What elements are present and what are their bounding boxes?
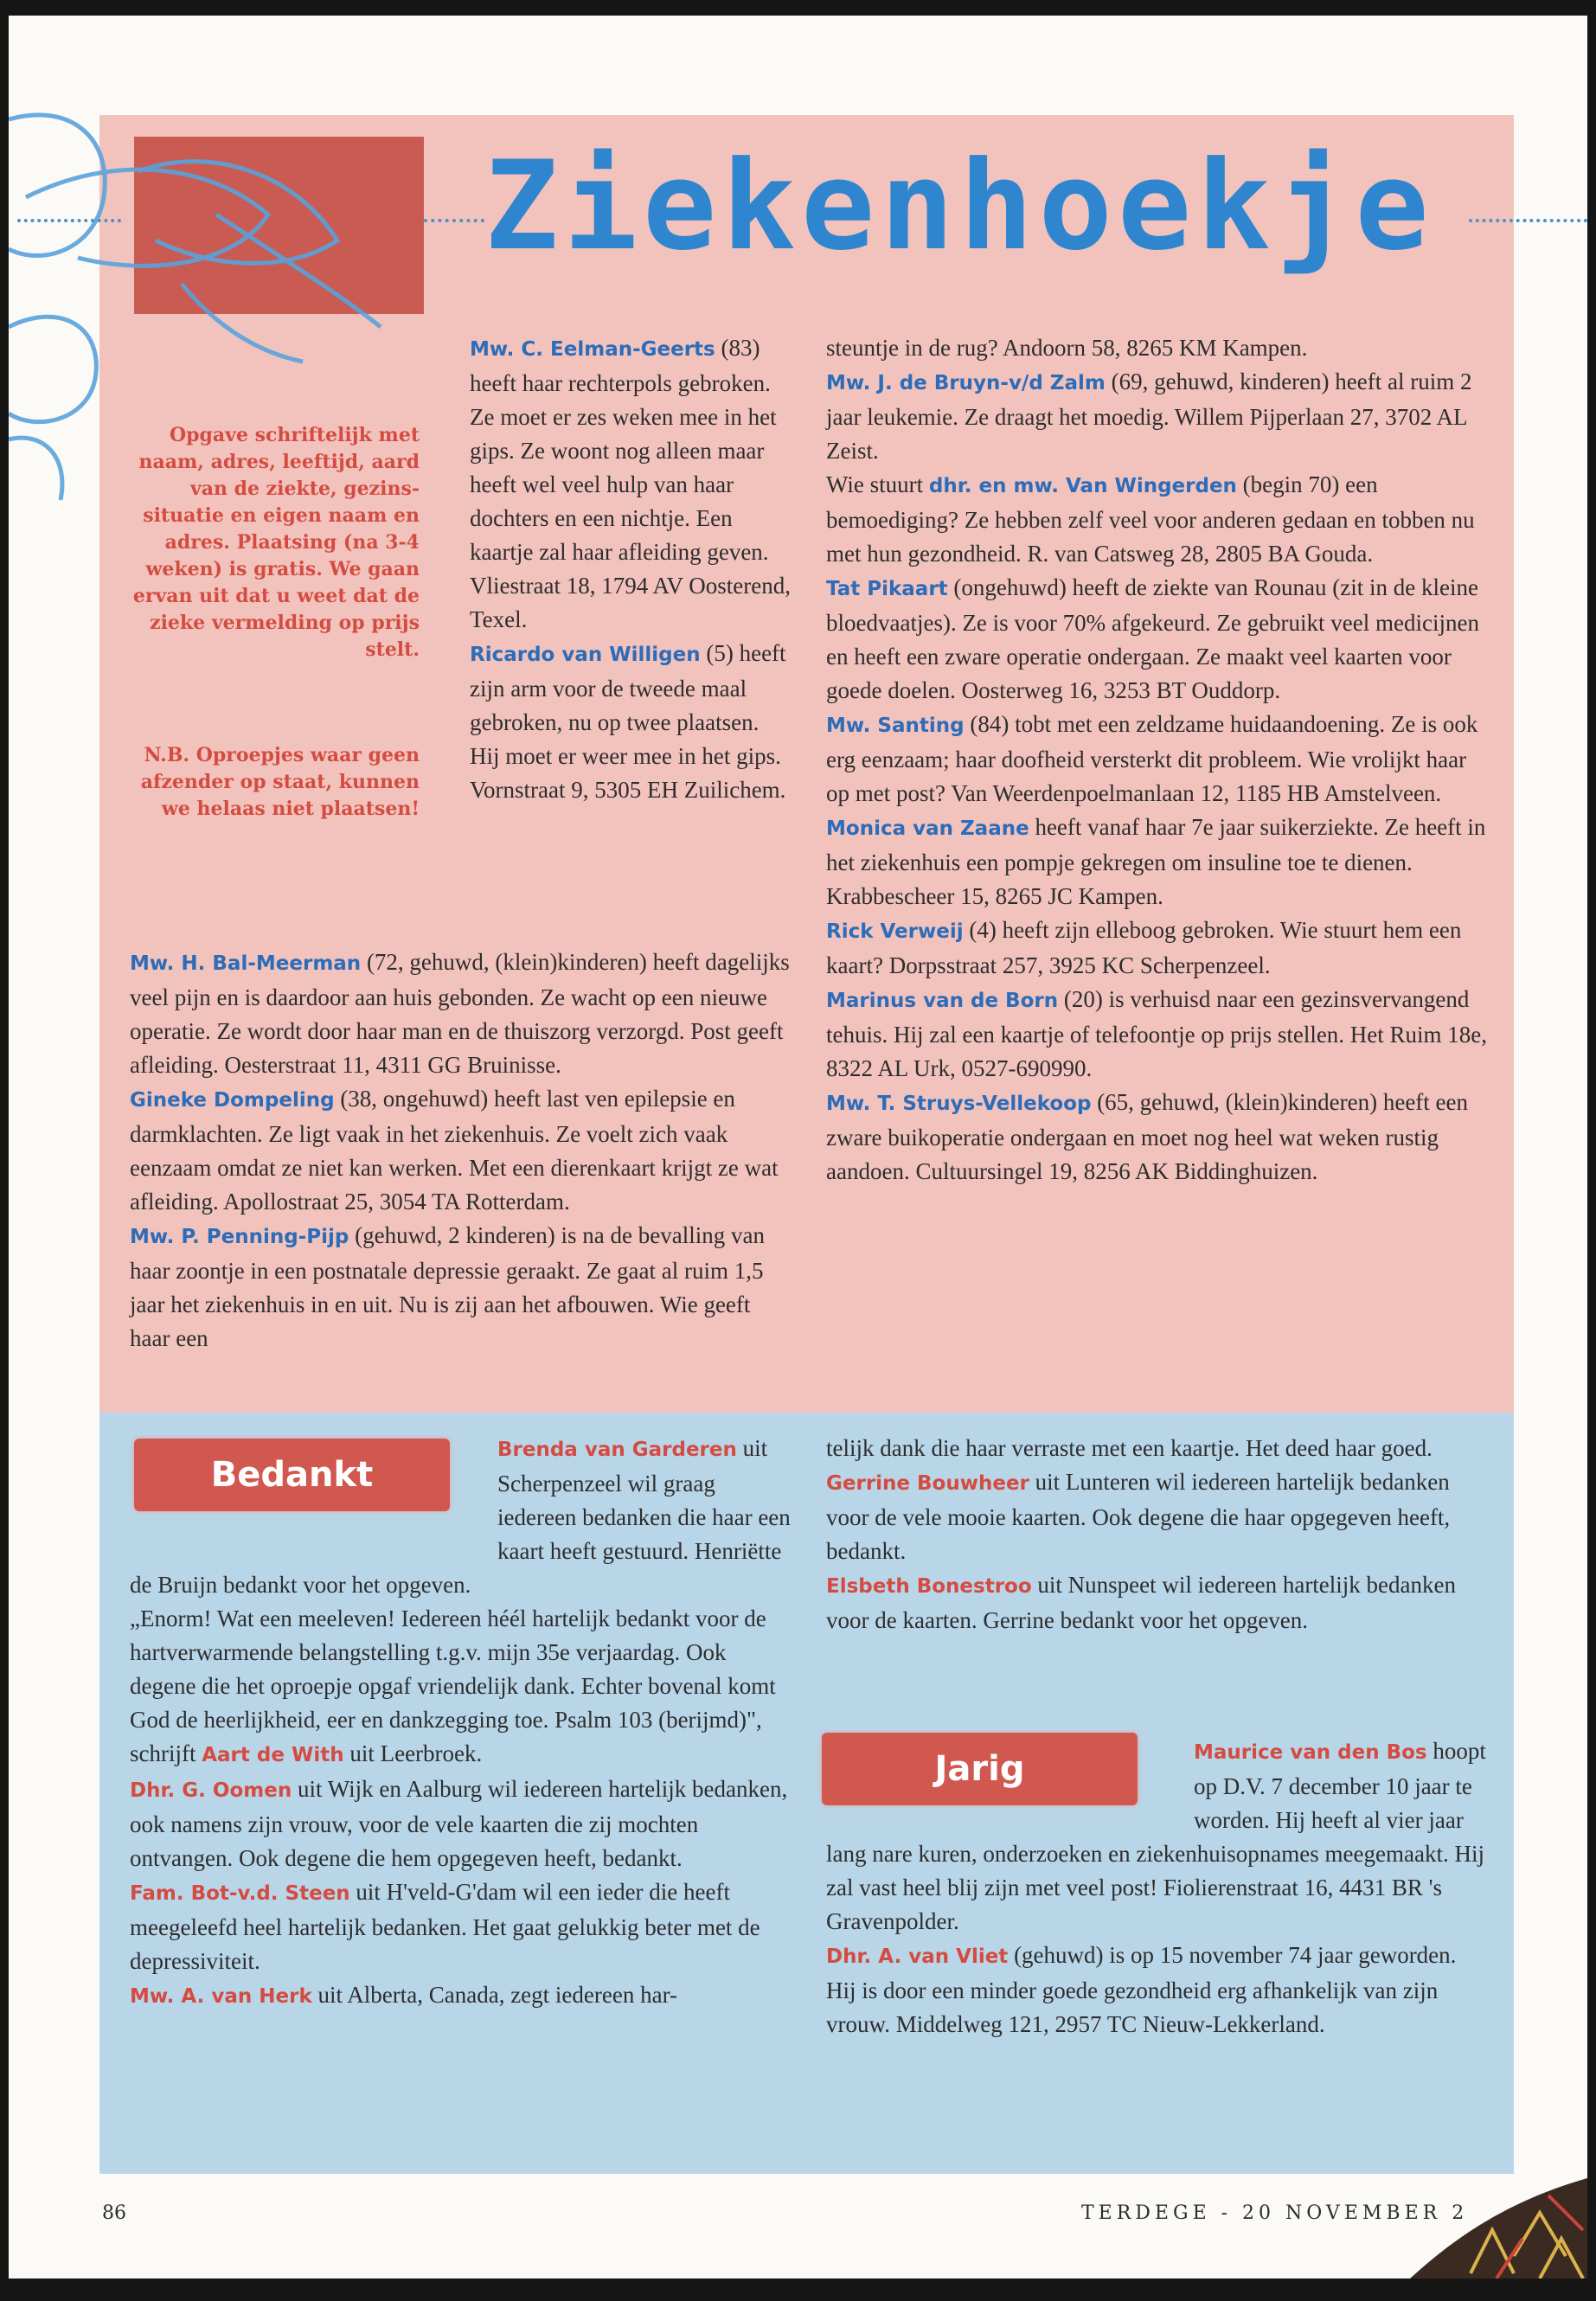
jarig-heading: Jarig bbox=[822, 1733, 1138, 1805]
sick-text: (84) tobt met een zeldzame huidaandoening. Ze is ook erg eenzaam; haar doofheid versterkt dit probleem. Wie vrolijkt haar op met post? Van Weerdenpoelmanlaan 12, 1185 HB Amstelveen. bbox=[826, 711, 1478, 806]
sick-entry bbox=[826, 365, 1488, 468]
sick-text: heeft vanaf haar 7e jaar suikerziekte. Ze heeft in het ziekenhuis een pompje gekregen om insuline toe te dienen. Krabbescheer 15, 8265 JC Kampen. bbox=[826, 814, 1486, 909]
title-dotted-rule-mid bbox=[424, 219, 484, 222]
sick-entry bbox=[130, 945, 792, 1082]
sick-name: Tat Pikaart bbox=[826, 578, 948, 600]
sick-entry bbox=[826, 983, 1488, 1086]
sick-text: (ongehuwd) heeft de ziekte van Rounau (zit in de kleine bloedvaatjes). Ze is voor 70% afgekeurd. Ze gebruikt veel medicijnen en heeft een zware operatie ondergaan. Ze maakt veel kaarten voor goede doelen. Oosterweg 16, 3253 BT Ouddorp. bbox=[826, 574, 1479, 703]
submission-instructions: Opgave schriftelijk met naam, adres, leeftijd, aard van de ziekte, gezins-situatie en eigen naam en adres. Plaatsing (na 3-4 weken) is gratis. We gaan ervan uit dat u weet dat de zieke vermelding op prijs stelt. bbox=[132, 424, 420, 661]
bedankt-continuation: telijk dank die haar verraste met een kaartje. Het deed haar goed. bbox=[826, 1435, 1433, 1461]
bedankt-text: uit H'veld-G'dam wil een ieder die heeft meegeleefd heel hartelijk bedanken. Het gaat gelukkig beter met de depressiviteit. bbox=[130, 1879, 760, 1974]
sick-column-1 bbox=[470, 331, 792, 807]
jarig-name: Dhr. A. van Vliet bbox=[826, 1945, 1009, 1968]
title-dotted-rule-right bbox=[1469, 219, 1587, 222]
page-number: 86 bbox=[102, 2202, 126, 2224]
sick-name: dhr. en mw. Van Wingerden bbox=[928, 475, 1237, 497]
sick-name: Monica van Zaane bbox=[826, 817, 1029, 840]
sick-name: Mw. T. Struys-Vellekoop bbox=[826, 1093, 1092, 1115]
bedankt-text: uit Lunteren wil iedereen hartelijk bedanken voor de vele mooie kaarten. Ook degene die haar opgegeven heeft, bedankt. bbox=[826, 1469, 1451, 1564]
sick-text: (38, ongehuwd) heeft last ven epilepsie en darmklachten. Ze ligt vaak in het ziekenhuis. Ze voelt zich vaak eenzaam omdat ze niet kan werken. Met een dierenkaart krijgt ze wat afleiding. Apollostraat 25, 3054 TA Rotterdam. bbox=[130, 1086, 779, 1215]
jarig-text: hoopt op D.V. 7 december 10 jaar te worden. Hij heeft al vier jaar lang nare kuren, onderzoeken en ziekenhuisopnames meegemaakt. Hij zal vast heel blij zijn met veel post! Fiolierenstraat 16, 4431 BR 's Gravenpolder. bbox=[826, 1738, 1486, 1934]
sick-entry bbox=[470, 637, 792, 807]
sick-name: Mw. C. Eelman-Geerts bbox=[470, 338, 715, 361]
bedankt-text: uit Scherpenzeel wil graag iedereen bedanken die haar een kaart heeft gestuurd. Henriëtte de Bruijn bedankt voor het opgeven. bbox=[130, 1435, 791, 1598]
magazine-page bbox=[9, 16, 1587, 2279]
jarig-column bbox=[826, 1734, 1488, 2041]
bedankt-name: Elsbeth Bonestroo bbox=[826, 1575, 1032, 1598]
sick-text: (gehuwd, 2 kinderen) is na de bevalling van haar zoontje in een postnatale depressie geraakt. Ze gaat al ruim 1,5 jaar het ziekenhuis in en uit. Nu is zij aan het afbouwen. Wie geeft haar een bbox=[130, 1222, 765, 1351]
bedankt-name: Gerrine Bouwheer bbox=[826, 1472, 1029, 1495]
sick-name: Marinus van de Born bbox=[826, 990, 1059, 1012]
bedankt-column-1 bbox=[130, 1432, 792, 2014]
bedankt-name: Mw. A. van Herk bbox=[130, 1985, 312, 2008]
bedankt-entry bbox=[130, 1978, 792, 2014]
sick-entry bbox=[826, 708, 1488, 811]
title-dotted-rule-left bbox=[17, 219, 121, 222]
nb-note: N.B. Oproepjes waar geen afzender op staat, kunnen we helaas niet plaatsen! bbox=[140, 744, 420, 820]
sick-text: (20) is verhuisd naar een gezinsvervangend tehuis. Hij zal een kaartje of telefoontje op prijs stellen. Het Ruim 18e, 8322 AL Urk, 0527-690990. bbox=[826, 986, 1488, 1081]
sick-name: Mw. Santing bbox=[826, 715, 965, 737]
bedankt-text: uit Alberta, Canada, zegt iedereen har- bbox=[311, 1982, 678, 2008]
bedankt-text: uit Nunspeet wil iedereen hartelijk bedanken voor de kaarten. Gerrine bedankt voor het opgeven. bbox=[826, 1572, 1456, 1633]
sick-entry bbox=[826, 1086, 1488, 1189]
bedankt-entry bbox=[130, 1772, 792, 1875]
bedankt-column-2 bbox=[826, 1432, 1488, 1638]
bedankt-heading: Bedankt bbox=[134, 1439, 450, 1511]
bedankt-quote: „Enorm! Wat een meeleven! Iedereen héél hartelijk bedankt voor de hartverwarmende belangstelling t.g.v. mijn 35e verjaardag. Ook degene die het oproepje opgaf vriendelijk dank. Echter bovenal komt God de heerlijkheid, eer en dankzegging toe. Psalm 103 (berijmd)", schrijft Aart de With uit Leerbroek. bbox=[130, 1606, 776, 1766]
sick-text: (65, gehuwd, (klein)kinderen) heeft een zware buikoperatie ondergaan en moet nog heel wat weken rustig aandoen. Cultuursingel 19, 8256 AK Biddinghuizen. bbox=[826, 1089, 1469, 1184]
sick-entry bbox=[826, 571, 1488, 708]
bedankt-entry bbox=[826, 1568, 1488, 1638]
sick-text: (begin 70) een bemoediging? Ze hebben zelf veel voor anderen gedaan en tobben nu met hun gezondheid. R. van Catsweg 28, 2805 BA Gouda. bbox=[826, 471, 1475, 567]
jarig-name: Maurice van den Bos bbox=[1194, 1741, 1427, 1764]
sick-entry bbox=[826, 811, 1488, 913]
sick-name: Mw. J. de Bruyn-v/d Zalm bbox=[826, 372, 1106, 394]
bedankt-name: Brenda van Garderen bbox=[497, 1439, 737, 1461]
sick-text: (5) heeft zijn arm voor de tweede maal gebroken, nu op twee plaatsen. Hij moet er weer mee in het gips. Vornstraat 9, 5305 EH Zuilichem. bbox=[470, 640, 786, 803]
bedankt-name: Aart de With bbox=[202, 1744, 344, 1766]
jarig-entry bbox=[826, 1939, 1488, 2041]
bedankt-float-spacer bbox=[130, 1432, 497, 1567]
sick-name: Mw. P. Penning-Pijp bbox=[130, 1226, 349, 1248]
jarig-text: (gehuwd) is op 15 november 74 jaar geworden. Hij is door een minder goede gezondheid erg afhankelijk van zijn vrouw. Middelweg 121, 2957 TC Nieuw-Lekkerland. bbox=[826, 1942, 1457, 2037]
page-title: Ziekenhoekje bbox=[484, 135, 1434, 278]
bedankt-name: Dhr. G. Oomen bbox=[130, 1779, 292, 1802]
sick-name: Ricardo van Willigen bbox=[470, 644, 701, 666]
bedankt-name: Fam. Bot-v.d. Steen bbox=[130, 1882, 350, 1905]
sick-entry bbox=[470, 331, 792, 637]
sick-text: (72, gehuwd, (klein)kinderen) heeft dagelijks veel pijn en is daardoor aan huis gebonden. Ze wacht op een nieuwe operatie. Ze wordt door haar man en de thuiszorg verzorgd. Post geeft afleiding. Oesterstraat 11, 4311 GG Bruinisse. bbox=[130, 949, 790, 1078]
sick-text: (83) heeft haar rechterpols gebroken. Ze moet er zes weken mee in het gips. Ze woont nog alleen maar heeft wel veel hulp van haar dochters en een nichtje. Een kaartje zal haar afleiding geven. Vliestraat 18, 1794 AV Oosterend, Texel. bbox=[470, 335, 791, 632]
sick-text: (4) heeft zijn elleboog gebroken. Wie stuurt hem een kaart? Dorpsstraat 257, 3925 KC Scherpenzeel. bbox=[826, 917, 1462, 978]
sick-entry bbox=[826, 913, 1488, 983]
bedankt-text: uit Wijk en Aalburg wil iedereen hartelijk bedanken, ook namens zijn vrouw, voor de vele kaarten die zij mochten ontvangen. Ook degene die hem opgegeven heeft, bedankt. bbox=[130, 1776, 788, 1871]
bedankt-entry bbox=[130, 1875, 792, 1978]
sick-name: Rick Verweij bbox=[826, 920, 964, 943]
sick-text: (69, gehuwd, kinderen) heeft al ruim 2 jaar leukemie. Ze draagt het moedig. Willem Pijperlaan 27, 3702 AL Zeist. bbox=[826, 369, 1472, 464]
publication-footer: TERDEGE - 20 NOVEMBER 2 bbox=[1081, 2202, 1469, 2224]
decorative-corner-icon bbox=[1410, 2178, 1587, 2279]
sick-entry bbox=[130, 1082, 792, 1219]
jarig-float-spacer bbox=[826, 1734, 1194, 1836]
bedankt-entry bbox=[826, 1465, 1488, 1568]
sick-column-2 bbox=[826, 331, 1488, 1189]
sick-name: Gineke Dompeling bbox=[130, 1089, 335, 1112]
sick-entry bbox=[130, 1219, 792, 1356]
sick-name: Mw. H. Bal-Meerman bbox=[130, 952, 362, 975]
sick-continuation: steuntje in de rug? Andoorn 58, 8265 KM Kampen. bbox=[826, 335, 1308, 361]
sick-entry: Wie stuurt dhr. en mw. Van Wingerden (begin 70) een bemoediging? Ze hebben zelf veel voor anderen gedaan en tobben nu met hun gezondheid. R. van Catsweg 28, 2805 BA Gouda. bbox=[826, 471, 1475, 567]
sick-column-1b bbox=[130, 945, 792, 1356]
